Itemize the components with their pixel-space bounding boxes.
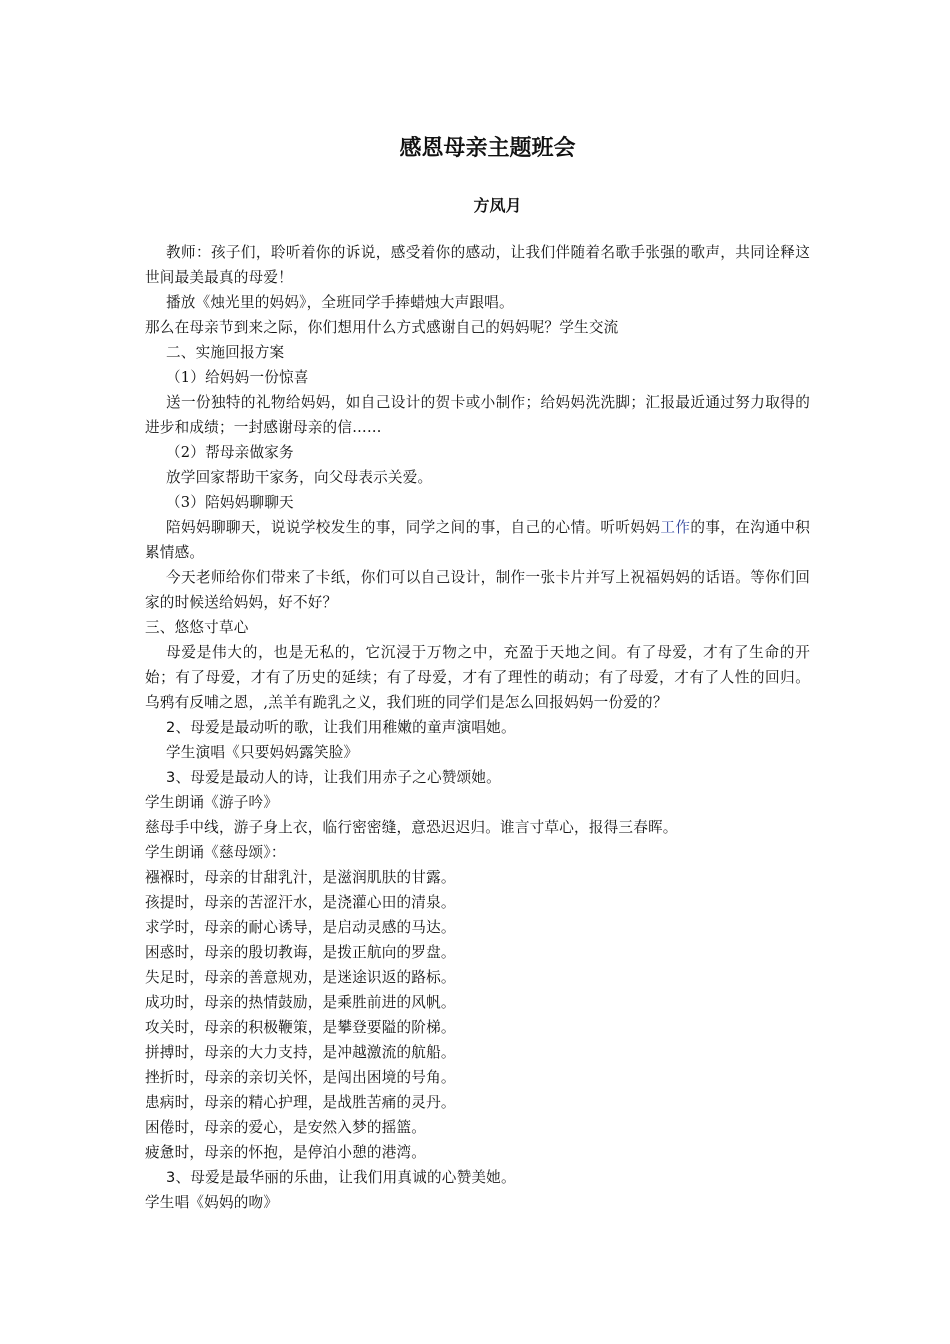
poem-line: 患病时，母亲的精心护理，是战胜苦痛的灵丹。	[145, 1094, 456, 1111]
section-heading-2: 二、实施回报方案	[166, 344, 285, 361]
poem-line: 成功时，母亲的热情鼓励，是乘胜前进的风帆。	[145, 994, 456, 1011]
poem-line: 失足时，母亲的善意规劝，是迷途识返的路标。	[145, 969, 456, 986]
section-heading-3: 三、悠悠寸草心	[145, 619, 249, 636]
sub-heading-1: （1）给妈妈一份惊喜	[166, 369, 309, 386]
paragraph-gift: 送一份独特的礼物给妈妈，如自己设计的贺卡或小制作；给妈妈洗洗脚；汇报最近通过努力取得的进步和成绩；一封感谢母亲的信……	[145, 394, 810, 436]
sub-heading-2: （2）帮母亲做家务	[166, 444, 294, 461]
work-link[interactable]: 工作	[660, 519, 691, 536]
paragraph-mother-love: 母爱是伟大的，也是无私的，它沉浸于万物之中，充盈于天地之间。有了母爱，才有了生命的开始；有了母爱，才有了历史的延续；有了母爱，才有了理性的萌动；有了母爱，才有了人性的回归。乌鸦有反哺之恩，,羔羊有跪乳之义，我们班的同学们是怎么回报妈妈一份爱的？	[145, 644, 810, 711]
paragraph-chat	[145, 515, 810, 565]
poem-line: 疲惫时，母亲的怀抱，是停泊小憩的港湾。	[145, 1144, 427, 1161]
item-music: 3、母爱是最华丽的乐曲，让我们用真诚的心赞美她。	[166, 1169, 516, 1186]
document-page	[145, 132, 810, 1215]
poem-line: 拼搏时，母亲的大力支持，是冲越激流的航船。	[145, 1044, 456, 1061]
poem-line: 襁褓时，母亲的甘甜乳汁，是滋润肌肤的甘露。	[145, 869, 456, 886]
paragraph-housework: 放学回家帮助干家务，向父母表示关爱。	[166, 469, 433, 486]
poem-line: 困惑时，母亲的殷切教诲，是拨正航向的罗盘。	[145, 944, 456, 961]
paragraph-recite-youziyin: 学生朗诵《游子吟》	[145, 794, 279, 811]
poem-lines	[145, 865, 810, 1165]
paragraph-play-song: 播放《烛光里的妈妈》，全班同学手捧蜡烛大声跟唱。	[166, 294, 514, 311]
document-title: 感恩母亲主题班会	[399, 136, 576, 161]
poem-line: 困倦时，母亲的爱心，是安然入梦的摇篮。	[145, 1119, 427, 1136]
item-poem: 3、母爱是最动人的诗，让我们用赤子之心赞颂她。	[166, 769, 501, 786]
paragraph-card: 今天老师给你们带来了卡纸，你们可以自己设计，制作一张卡片并写上祝福妈妈的话语。等你们回家的时候送给妈妈，好不好？	[145, 569, 810, 611]
author-name: 方凤月	[473, 196, 522, 215]
poem-line: 孩提时，母亲的苦涩汗水，是浇灌心田的清泉。	[145, 894, 456, 911]
paragraph-recite-cimusong: 学生朗诵《慈母颂》：	[145, 844, 286, 861]
chat-text-before: 陪妈妈聊聊天，说说学校发生的事，同学之间的事，自己的心情。听听妈妈	[166, 519, 661, 536]
paragraph-teacher-intro: 教师：孩子们，聆听着你的诉说，感受着你的感动，让我们伴随着名歌手张强的歌声，共同诠释这世间最美最真的母爱！	[145, 244, 810, 286]
paragraph-question: 那么在母亲节到来之际，你们想用什么方式感谢自己的妈妈呢？学生交流	[145, 319, 619, 336]
paragraph-youziyin-text: 慈母手中线，游子身上衣，临行密密缝，意恐迟迟归。谁言寸草心，报得三春晖。	[145, 819, 678, 836]
poem-line: 挫折时，母亲的亲切关怀，是闯出困境的号角。	[145, 1069, 456, 1086]
sub-heading-3: （3）陪妈妈聊聊天	[166, 494, 294, 511]
paragraph-student-sing: 学生演唱《只要妈妈露笑脸》	[166, 744, 359, 761]
item-song: 2、母爱是最动听的歌，让我们用稚嫩的童声演唱她。	[166, 719, 516, 736]
poem-line: 求学时，母亲的耐心诱导，是启动灵感的马达。	[145, 919, 456, 936]
chat-text-after: 的事，在沟通中积累情感。	[145, 519, 811, 561]
paragraph-student-sing-kiss: 学生唱《妈妈的吻》	[145, 1194, 279, 1211]
poem-line: 攻关时，母亲的积极鞭策，是攀登要隘的阶梯。	[145, 1019, 456, 1036]
